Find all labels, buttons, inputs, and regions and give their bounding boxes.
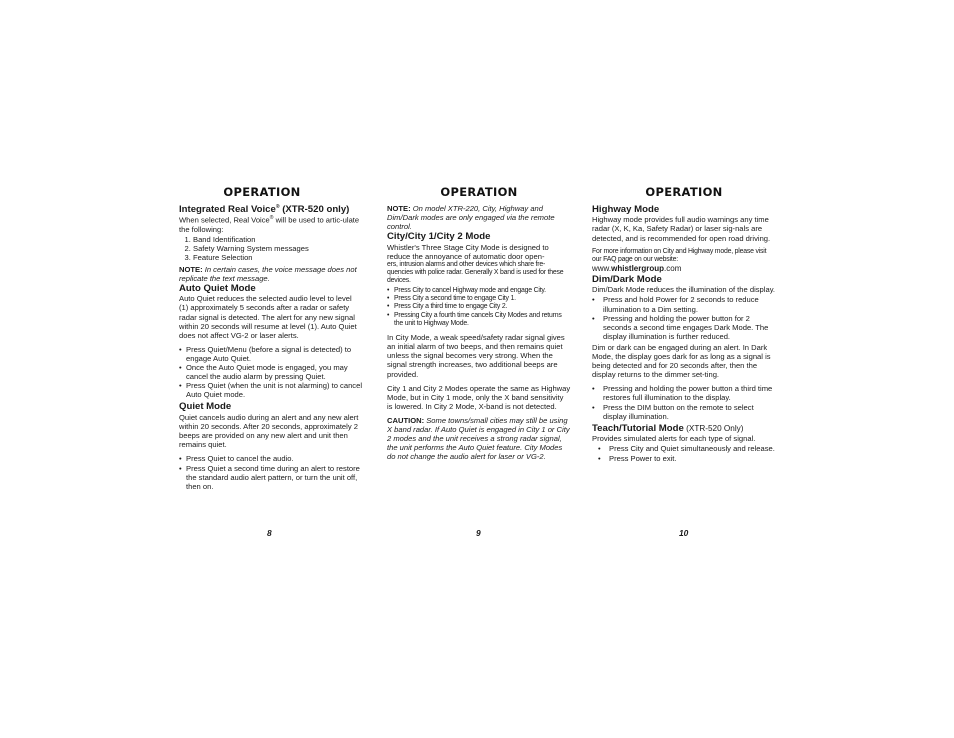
city-mode-para-2: In City Mode, a weak speed/safety radar signal gives an initial alarm of two beeps, and then remains quiet unless the signal becomes very strong. When the signal strength increases, two additional beeps are provided. <box>387 333 565 379</box>
dim-dark-bullets-2 <box>592 384 776 420</box>
list-item: • Press City and Quiet simultaneously and release. <box>598 444 776 453</box>
page-10-title: OPERATION <box>645 185 723 199</box>
quiet-mode-body: Quiet cancels audio during an alert and any new alert within 20 seconds. After 20 seconds, approximately 2 beeps are provided on any new alert and unit then remains quiet. <box>179 412 359 450</box>
irv-intro: When selected, Real Voice® will be used to artic-ulate the following: <box>179 215 360 235</box>
teach-tutorial-body: Provides simulated alerts for each type of signal. <box>592 434 756 444</box>
list-item: • Once the Auto Quiet mode is engaged, you may cancel the audio alarm by pressing Quiet. <box>179 363 363 381</box>
irv-list <box>179 235 363 262</box>
page-8-title: OPERATION <box>223 185 301 199</box>
list-item: • Press City a third time to engage City 2. <box>387 303 571 311</box>
list-item: 3. Feature Selection <box>193 253 363 262</box>
irv-heading: Integrated Real Voice® (XTR-520 only) <box>179 203 350 215</box>
quiet-mode-heading: Quiet Mode <box>179 401 232 413</box>
list-item: • Press Quiet/Menu (before a signal is detected) to engage Auto Quiet. <box>179 345 363 363</box>
dim-dark-heading: Dim/Dark Mode <box>592 273 662 285</box>
list-item: • Pressing and holding the power button a third time restores full illumination to the display. <box>592 384 776 402</box>
page-number-10: 10 <box>679 528 689 538</box>
highway-mode-body: Highway mode provides full audio warnings any time radar (X, K, Ka, Safety Radar) or laser sig-nals are detected, and is recommended for open road driving. <box>592 215 771 243</box>
list-item: 1. Band Identification <box>193 235 363 244</box>
page-10-column <box>592 186 776 465</box>
page-9-title: OPERATION <box>440 185 518 199</box>
list-item: • Press Quiet (when the unit is not alarming) to cancel Auto Quiet mode. <box>179 381 363 399</box>
list-item: • Press City a second time to engage City 1. <box>387 295 571 303</box>
auto-quiet-heading: Auto Quiet Mode <box>179 282 256 294</box>
page-number-8: 8 <box>267 528 272 538</box>
irv-note: NOTE: In certain cases, the voice message does not replicate the text message. <box>179 264 357 283</box>
city-mode-bullets <box>387 287 571 328</box>
list-item: • Press Power to exit. <box>598 454 776 463</box>
city-mode-body: Whistler's Three Stage City Mode is designed to reduce the annoyance of automatic door open- ers, intrusion alarms and other devices which share fre-quencies with police radar. Generally X band is used for these devices. <box>387 242 564 285</box>
dim-dark-bullets-1 <box>592 295 776 341</box>
dim-dark-body-2: Dim or dark can be engaged during an alert. In Dark Mode, the display goes dark for as long as a signal is being detected and for 20 seconds after, then the display returns to the dimmer set-ting. <box>592 342 771 380</box>
city-mode-heading: City/City 1/City 2 Mode <box>387 231 491 243</box>
city-mode-para-3: City 1 and City 2 Modes operate the same as Highway Mode, but in City 1 mode, only the X band sensitivity is lowered. In City 2 Mode, X-band is not detected. <box>387 383 571 411</box>
list-item: • Press City to cancel Highway mode and engage City. <box>387 287 571 295</box>
list-item: 2. Safety Warning System messages <box>193 244 363 253</box>
auto-quiet-bullets <box>179 345 363 400</box>
website-link[interactable]: www.whistlergroup.com <box>592 264 682 274</box>
list-item: • Press Quiet a second time during an alert to restore the standard audio alert pattern, or turn the unit off, then on. <box>179 464 363 491</box>
page-8-column <box>179 186 363 493</box>
page-number-9: 9 <box>476 528 481 538</box>
auto-quiet-body: Auto Quiet reduces the selected audio level to level (1) approximately 5 seconds after a radar or safety radar signal is detected. The alert for any new signal within 20 seconds will resume at level (1). Auto Quiet does not affect VG-2 or laser alerts. <box>179 294 357 340</box>
list-item: • Press Quiet to cancel the audio. <box>179 454 363 463</box>
dim-dark-body: Dim/Dark Mode reduces the illumination of the display. <box>592 285 776 295</box>
page-9-column <box>387 186 571 462</box>
caution-note: CAUTION: Some towns/small cities may still be using X band radar. If Auto Quiet is engaged in City 1 or City 2 modes and the unit receives a strong radar signal, the unit performs the Auto Quiet feature. City Modes do not change the audio alert for laser or VG-2. <box>387 415 570 462</box>
quiet-mode-bullets <box>179 454 363 490</box>
model-note: NOTE: On model XTR-220, City, Highway and Dim/Dark modes are only engaged via the remote control. <box>387 203 555 232</box>
list-item: • Press and hold Power for 2 seconds to reduce illumination to a Dim setting. <box>592 295 776 313</box>
teach-tutorial-bullets <box>592 444 776 462</box>
list-item: • Press the DIM button on the remote to select display illumination. <box>592 403 776 421</box>
list-item: • Pressing and holding the power button for 2 seconds a second time engages Dark Mode. The display illumination is further reduced. <box>592 314 776 341</box>
highway-mode-heading: Highway Mode <box>592 203 660 215</box>
highway-info: For more information on City and Highway mode, please visit our FAQ page on our website: <box>592 247 767 263</box>
list-item: • Pressing City a fourth time cancels City Modes and returns the unit to Highway Mode. <box>387 312 571 329</box>
teach-tutorial-heading: Teach/Tutorial Mode (XTR-520 Only) <box>592 422 744 434</box>
